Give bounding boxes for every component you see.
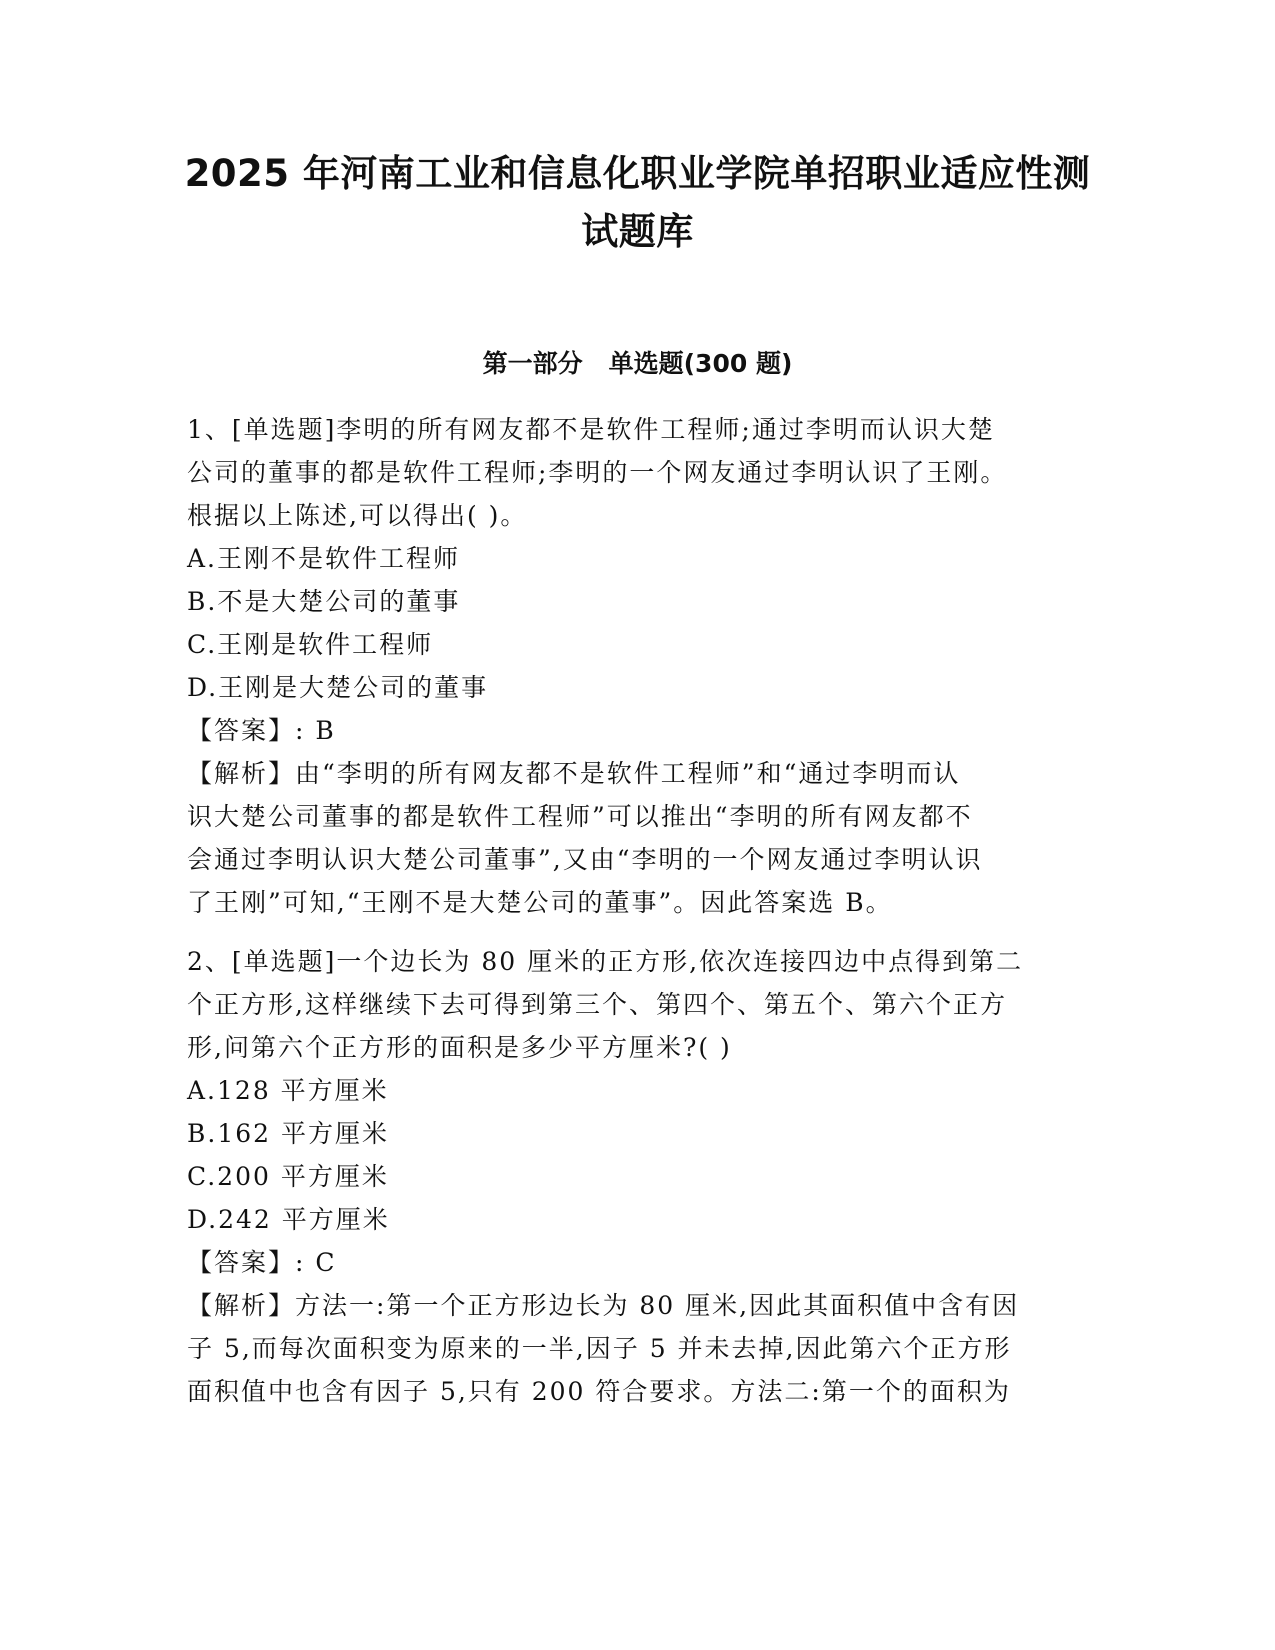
analysis-text: 方法一:第一个正方形边长为 80 厘米,因此其面积值中含有因: [295, 1291, 1020, 1320]
analysis-line: 面积值中也含有因子 5,只有 200 符合要求。方法二:第一个的面积为: [187, 1377, 1011, 1406]
analysis-line: [187, 752, 1067, 795]
section-part: 第一部分: [482, 349, 583, 378]
question-stem-line: 根据以上陈述,可以得出( )。: [187, 501, 528, 530]
option-b: B.162 平方厘米: [187, 1119, 389, 1148]
question-stem-line: 形,问第六个正方形的面积是多少平方厘米?( ): [187, 1033, 732, 1062]
question-2: [187, 940, 1067, 1413]
question-list: [187, 408, 1067, 1413]
section-name: 单选题(300 题): [608, 349, 793, 378]
answer-value: : B: [295, 716, 336, 745]
answer-line: [187, 1241, 1067, 1284]
title-line-1: 2025 年河南工业和信息化职业学院单招职业适应性测: [184, 152, 1091, 195]
analysis-label: 【解析】: [187, 1291, 296, 1320]
question-stem-line: 公司的董事的都是软件工程师;李明的一个网友通过李明认识了王刚。: [187, 458, 1008, 487]
title-line-2: 试题库: [581, 210, 694, 253]
question-1: [187, 408, 1067, 924]
option-d: D.王刚是大楚公司的董事: [187, 673, 489, 702]
option-b: B.不是大楚公司的董事: [187, 587, 461, 616]
question-stem-line: 个正方形,这样继续下去可得到第三个、第四个、第五个、第六个正方: [187, 990, 1007, 1019]
option-d: D.242 平方厘米: [187, 1205, 390, 1234]
analysis-line: 了王刚”可知,“王刚不是大楚公司的董事”。因此答案选 B。: [187, 888, 893, 917]
option-c: C.王刚是软件工程师: [187, 630, 434, 659]
answer-line: [187, 709, 1067, 752]
analysis-line: 会通过李明认识大楚公司董事”,又由“李明的一个网友通过李明认识: [187, 845, 983, 874]
question-stem-line: 2、[单选题]一个边长为 80 厘米的正方形,依次连接四边中点得到第二: [187, 947, 1024, 976]
analysis-line: 识大楚公司董事的都是软件工程师”可以推出“李明的所有网友都不: [187, 802, 973, 831]
analysis-line: [187, 1284, 1067, 1327]
section-heading: [150, 346, 1125, 382]
analysis-text: 由“李明的所有网友都不是软件工程师”和“通过李明而认: [295, 759, 961, 788]
answer-label: 【答案】: [187, 1248, 296, 1277]
answer-label: 【答案】: [187, 716, 296, 745]
analysis-line: 子 5,而每次面积变为原来的一半,因子 5 并未去掉,因此第六个正方形: [187, 1334, 1012, 1363]
option-a: A.128 平方厘米: [187, 1076, 389, 1105]
analysis-label: 【解析】: [187, 759, 296, 788]
question-stem-line: 1、[单选题]李明的所有网友都不是软件工程师;通过李明而认识大楚: [187, 415, 995, 444]
option-a: A.王刚不是软件工程师: [187, 544, 461, 573]
document-title: [150, 145, 1125, 261]
option-c: C.200 平方厘米: [187, 1162, 389, 1191]
answer-value: : C: [295, 1248, 337, 1277]
